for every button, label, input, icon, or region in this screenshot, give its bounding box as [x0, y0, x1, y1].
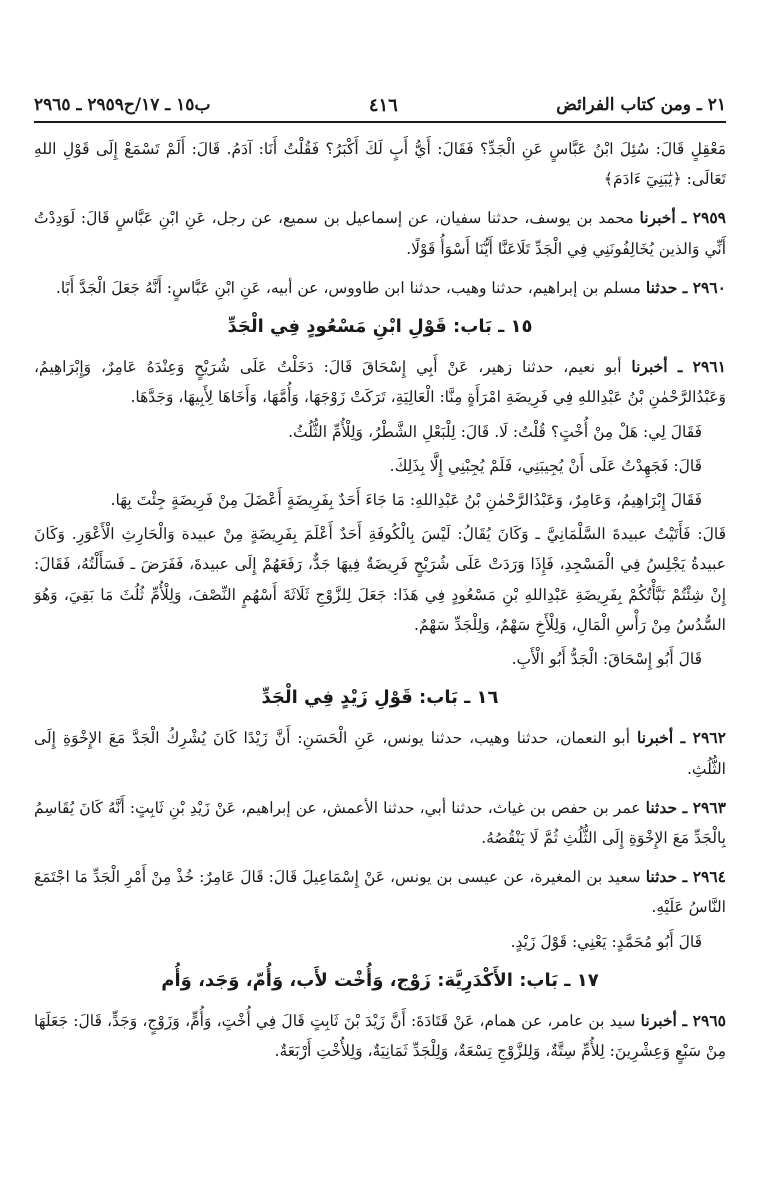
- paragraph-text: قَالَ أَبُو مُحَمَّدٍ: يَعْنِي: قَوْلَ زَيْدٍ.: [510, 932, 702, 951]
- page-body: [34, 134, 726, 1075]
- paragraph: [34, 793, 726, 853]
- hadith-lead: ٢٩٦١ ـ أخبرنا: [631, 357, 726, 377]
- paragraph: [34, 1006, 726, 1066]
- page-number: ٤١٦: [368, 94, 398, 116]
- paragraph-text: قَالَ: فَأَتَيْتُ عبيدةَ السَّلْمَانِيَّ ـ وَكَانَ يُقَالُ: لَيْسَ بِالْكُوفَةِ أَحَدٌ أَعْلَمَ بِفَرِيضَةٍ مِنْ عبيدة وَالْحَارِثِ الْأَعْوَرِ. وَكَانَ عبيدةُ يَجْلِسُ فِي الْمَسْجِدِ، فَإِذَا وَرَدَتْ عَلَى شُرَيْحٍ فَرِيضَةٌ فِيهَا جَدٌّ، رَفَعَهُمْ إِلَى عبيدةَ، فَفَرَضَ ـ فَسَأَلْتُهُ، فَقَالَ: إِنْ شِئْتُمْ نَبَّأْتُكُمْ بِفَرِيضَةِ عَبْدِاللهِ بْنِ مَسْعُودٍ فِي هَذَا: جَعَلَ لِلزَّوْجِ ثَلَاثَةَ أَسْهُمٍ النِّصْفَ، وَلِلْأُمِّ ثُلُثَ مَا بَقِيَ، وَهُوَ السُّدُسُ مِنْ رَأْسِ الْمَالِ، وَلِلْأَخِ سَهْمٌ، وَلِلْجَدِّ سَهْمٌ.: [34, 525, 726, 634]
- paragraph: [34, 203, 726, 263]
- hadith-range: ب١٥ ـ ١٧/ح٢٩٥٩ ـ ٢٩٦٥: [34, 95, 211, 115]
- hadith-lead: ٢٩٦٤ ـ حدثنا: [645, 867, 726, 887]
- hadith-lead: ٢٩٦٠ ـ حدثنا: [645, 277, 726, 297]
- paragraph: [34, 927, 726, 957]
- paragraph-text: أبو النعمان، حدثنا وهيب، حدثنا يونس، عَنِ الْحَسَنِ: أَنَّ زَيْدًا كَانَ يُشْرِكُ الْجَدَّ مَعَ الإِخْوَةِ إِلَى الثُّلُثِ.: [34, 729, 726, 778]
- paragraph-text: محمد بن يوسف، حدثنا سفيان، عن إسماعيل بن سميع، عن رجل، عَنِ ابْنِ عَبَّاسٍ قَالَ: لَوَدِدْتُ أَنِّي وَالذين يُخَالِفُونَنِي فِي الْجَدِّ تَلَاعَنَّا أَيُّنَا أَسْوَأُ قَوْلًا.: [34, 209, 726, 258]
- paragraph-text: مسلم بن إبراهيم، حدثنا وهيب، حدثنا ابن طاووس، عن أبيه، عَنِ ابْنِ عَبَّاسٍ: أَنَّهُ جَعَلَ الْجَدَّ أَبًا.: [55, 278, 641, 297]
- chapter-title: ٢١ ـ ومن كتاب الفرائض: [556, 95, 726, 115]
- paragraph: [34, 451, 726, 481]
- hadith-lead: ٢٩٥٩ ـ أخبرنا: [639, 208, 726, 228]
- paragraph: [34, 352, 726, 412]
- paragraph: [34, 519, 726, 640]
- paragraph-text: فَقَالَ لِي: هَلْ مِنْ أُخْتٍ؟ قُلْتُ: لَا. قَالَ: لِلْبَعْلِ الشَّطْرُ، وَلِلْأُمِّ الثُّلُثُ.: [288, 422, 702, 441]
- paragraph-text: أبو نعيم، حدثنا زهير، عَنْ أَبِي إِسْحَاقَ قَالَ: دَخَلْتُ عَلَى شُرَيْحٍ وَعِنْدَهُ عَامِرٌ، وَإِبْرَاهِيمُ، وَعَبْدُالرَّحْمٰنِ بْنُ عَبْدِاللهِ فِي فَرِيضَةِ امْرَأَةٍ مِنَّا: الْعَالِيَةِ، تَرَكَتْ زَوْجَهَا، وَأُمَّهَا، وَأَخَاهَا لِأَبِيهَا، وَجَدَّهَا.: [34, 358, 726, 407]
- paragraph: [34, 417, 726, 447]
- paragraph-text: قَالَ: فَجَهِدْتُ عَلَى أَنْ يُجِيبَنِي، فَلَمْ يُجِبْنِي إِلَّا بِذَلِكَ.: [389, 456, 702, 475]
- paragraph-text: قَالَ أَبُو إِسْحَاقَ: الْجَدُّ أَبُو الْأَبِ.: [511, 650, 702, 669]
- paragraph: [34, 862, 726, 922]
- paragraph-text: فَقَالَ إِبْرَاهِيمُ، وَعَامِرٌ، وَعَبْدُالرَّحْمٰنِ بْنُ عَبْدِاللهِ: مَا جَاءَ أَحَدٌ بِفَرِيضَةٍ أَعْضَلَ مِنْ فَرِيضَةٍ جِئْتَ بِهَا.: [110, 491, 702, 510]
- paragraph: [34, 485, 726, 515]
- chapter-heading: ١٧ ـ بَاب: الأَكْدَرِيَّة: زَوْج، وَأُخْت لأَب، وَأُمّ، وَجَد، وَأُم: [161, 969, 599, 991]
- paragraph-text: مَعْقِلٍ قَالَ: سُئِلَ ابْنُ عَبَّاسٍ عَنِ الْجَدِّ؟ فَقَالَ: أَيُّ أَبٍ لَكَ أَكْبَرُ؟ فَقُلْتُ أَنَا: آدَمُ. قَالَ: أَلَمْ تَسْمَعْ إِلَى قَوْلِ اللهِ تَعَالَى: ﴿يَٰبَنِيٓ ءَادَمَ﴾: [34, 140, 726, 189]
- paragraph-text: سعيد بن المغيرة، عن عيسى بن يونس، عَنْ إِسْمَاعِيلَ قَالَ: قَالَ عَامِرٌ: خُذْ مِنْ أَمْرِ الْجَدِّ مَا اجْتَمَعَ النَّاسُ عَلَيْهِ.: [34, 868, 726, 917]
- paragraph: [34, 134, 726, 194]
- chapter-heading: ١٦ ـ بَاب: قَوْلِ زَيْدٍ فِي الْجَدِّ: [261, 687, 499, 709]
- hadith-lead: ٢٩٦٥ ـ أخبرنا: [640, 1011, 726, 1031]
- paragraph: [34, 723, 726, 783]
- hadith-lead: ٢٩٦٣ ـ حدثنا: [645, 797, 726, 817]
- hadith-lead: ٢٩٦٢ ـ أخبرنا: [637, 728, 726, 748]
- running-header: [34, 90, 726, 120]
- paragraph: [34, 644, 726, 674]
- paragraph-text: سيد بن عامر، عن همام، عَنْ قَتَادَةَ: أَنَّ زَيْدَ بْنَ ثَابِتٍ قَالَ فِي أُخْتٍ، وَأُمٍّ، وَزَوْجٍ، وَجَدٍّ، قَالَ: جَعَلَهَا مِنْ سَبْعٍ وَعِشْرِينَ: لِلأُمِّ سِتَّةٌ، وَلِلزَّوْجِ تِسْعَةٌ، وَلِلْجَدِّ ثَمَانِيَةٌ، وَلِلأُخْتِ أَرْبَعَةٌ.: [34, 1012, 726, 1061]
- paragraph: [34, 273, 726, 303]
- header-rule: [34, 121, 726, 123]
- paragraph-text: عمر بن حفص بن غياث، حدثنا أبي، حدثنا الأعمش، عن إبراهيم، عَنْ زَيْدِ بْنِ ثَابِتٍ: أَنَّهُ كَانَ يُقَاسِمُ بِالْجَدِّ مَعَ الإِخْوَةِ إِلَى الثُّلُثِ ثُمَّ لَا يَنْقُصُهُ.: [34, 798, 726, 848]
- chapter-heading: ١٥ ـ بَاب: قَوْلِ ابْنِ مَسْعُودٍ فِي الْجَدِّ: [227, 316, 533, 338]
